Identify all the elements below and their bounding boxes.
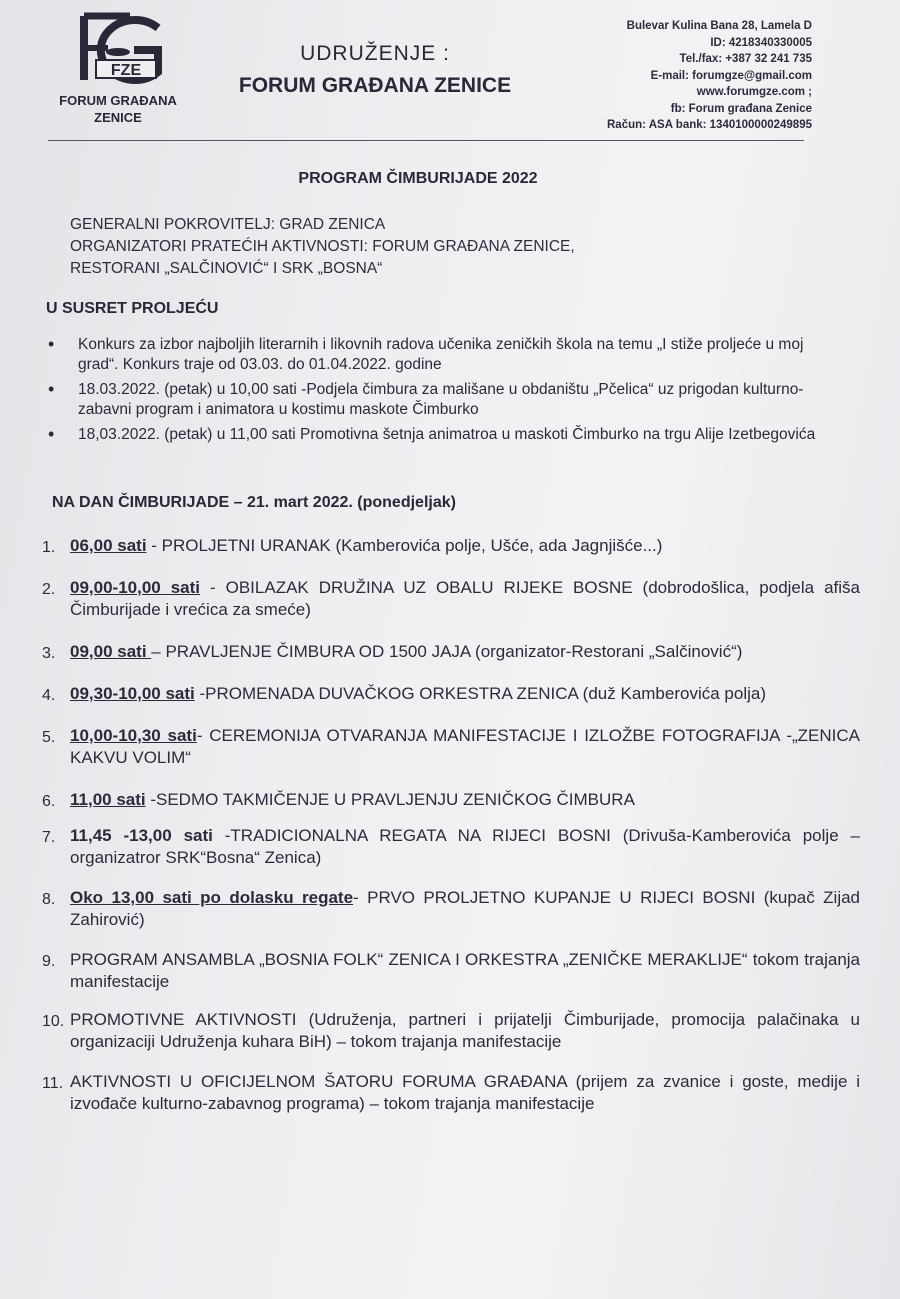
logo: [52, 10, 182, 130]
program-item-time: 10,00-10,30 sati: [70, 726, 197, 745]
logo-mark-icon: [70, 10, 166, 92]
list-item: • Konkurs za izbor najboljih literarnih i likovnih radova učenika zeničkih škola na temu „I stiže proljeće u moj grad“. Konkurs traje od 03.03. do 01.04.2022. godine: [48, 335, 838, 374]
contact-facebook: fb: Forum građana Zenice: [670, 102, 812, 115]
program-item-number: 3.: [42, 645, 56, 662]
program-item-number: 10.: [42, 1013, 65, 1030]
logo-text-line-1: FORUM GRAĐANA: [59, 93, 177, 108]
program-item-text: - PRVO PROLJETNO KUPANJE U RIJECI BOSNI (kupač Zijad Zahirović): [70, 888, 861, 929]
association-label: UDRUŽENJE :: [300, 42, 450, 65]
program-item-number: 7.: [42, 829, 56, 846]
program-item-number: 1.: [42, 539, 56, 556]
program-item: [42, 825, 860, 869]
contact-bank-account: Račun: ASA bank: 1340100000249895: [607, 119, 812, 131]
program-item-number: 2.: [42, 581, 56, 598]
program-item: [42, 641, 860, 663]
program-item-number: 11.: [42, 1075, 64, 1092]
association-name: FORUM GRAĐANA ZENICE: [238, 74, 512, 97]
logo-text-line-2: ZENICE: [94, 110, 142, 125]
program-item: [42, 1009, 860, 1053]
program-item-time: 09,30-10,00 sati: [70, 684, 195, 703]
contact-phone: Tel./fax: +387 32 241 735: [679, 53, 812, 65]
page-title: PROGRAM ČIMBURIJADE 2022: [298, 170, 538, 187]
program-item-text: PROGRAM ANSAMBLA „BOSNIA FOLK“ ZENICA I ORKESTRA „ZENIČKE MERAKLIJE“ tokom trajanja manifestacije: [70, 950, 860, 991]
program-item-time: 06,00 sati: [70, 536, 147, 555]
program-item: [42, 683, 860, 705]
program-item-number: 6.: [42, 793, 56, 810]
program-item-text: - OBILAZAK DRUŽINA UZ OBALU RIJEKE BOSNE (dobrodošlica, podjela afiša Čimburijade i vrećica za smeće): [70, 578, 860, 619]
program-item: [42, 949, 860, 993]
sponsor-line: RESTORANI „SALČINOVIĆ“ I SRK „BOSNA“: [70, 260, 383, 277]
program-item-text: - CEREMONIJA OTVARANJA MANIFESTACIJE I IZLOŽBE FOTOGRAFIJA -„ZENICA KAKVU VOLIM“: [70, 726, 861, 767]
sponsor-line: GENERALNI POKROVITELJ: GRAD ZENICA: [70, 216, 386, 233]
sponsor-line: ORGANIZATORI PRATEĆIH AKTIVNOSTI: FORUM GRAĐANA ZENICE,: [70, 238, 575, 255]
spring-activities-list: [48, 335, 838, 451]
section-heading-event-day: NA DAN ČIMBURIJADE – 21. mart 2022. (ponedjeljak): [52, 494, 456, 511]
contact-block: [607, 18, 812, 134]
program-item-text: -PROMENADA DUVAČKOG ORKESTRA ZENICA (duž Kamberovića polja): [194, 684, 766, 703]
program-item: [42, 577, 860, 621]
program-item-number: 4.: [42, 687, 56, 704]
logo-letters: FZE: [110, 62, 142, 79]
contact-id: ID: 4218340330005: [710, 36, 812, 49]
program-item-number: 5.: [42, 729, 56, 746]
program-list: [42, 535, 860, 1115]
program-item-time: Oko 13,00 sati po dolasku regate: [70, 888, 354, 907]
program-item-text: -TRADICIONALNA REGATA NA RIJECI BOSNI (Drivuša-Kamberovića polje – organizatror SRK“Bosna“ Zenica): [70, 826, 860, 867]
program-item-number: 9.: [42, 953, 56, 970]
program-item-time: 11,00 sati: [70, 790, 146, 809]
program-item: [42, 789, 860, 811]
list-item: • 18,03.2022. (petak) u 11,00 sati Promotivna šetnja animatroa u maskoti Čimburko na trgu Alije Izetbegovića: [48, 425, 838, 445]
contact-address: Bulevar Kulina Bana 28, Lamela D: [626, 20, 812, 32]
program-item: [42, 725, 860, 769]
header-divider: [48, 140, 804, 141]
program-item: [42, 1071, 860, 1115]
program-item-text: - PROLJETNI URANAK (Kamberovića polje, Ušće, ada Jagnjišće...): [146, 536, 663, 555]
program-item: [42, 535, 860, 557]
program-item-time: 09,00 sati: [70, 642, 152, 661]
program-item-text: -SEDMO TAKMIČENJE U PRAVLJENJU ZENIČKOG ČIMBURA: [145, 790, 635, 809]
logo-caption: [52, 92, 184, 126]
program-item-text: PROMOTIVNE AKTIVNOSTI (Udruženja, partneri i prijatelji Čimburijade, promocija palačinaka u organizaciji Udruženja kuhara BiH) – tokom trajanja manifestacije: [70, 1010, 860, 1051]
sponsors-block: [70, 214, 575, 280]
program-item: [42, 887, 860, 931]
program-item-number: 8.: [42, 891, 56, 908]
program-item-text: AKTIVNOSTI U OFICIJELNOM ŠATORU FORUMA GRAĐANA (prijem za zvanice i goste, medije i izvođače kulturno-zabavnog programa) – tokom trajanja manifestacije: [70, 1072, 860, 1113]
contact-email: E-mail: forumgze@gmail.com: [650, 69, 812, 82]
program-item-time: 09,00-10,00 sati: [70, 578, 201, 597]
program-item-time: 11,45 -13,00 sati: [70, 826, 213, 845]
association-heading: [205, 42, 545, 98]
contact-website: www.forumgze.com ;: [696, 86, 812, 98]
list-item: • 18.03.2022. (petak) u 10,00 sati -Podjela čimbura za mališane u obdaništu „Pčelica“ uz prigodan kulturno-zabavni program i animatora u kostimu maskote Čimburko: [48, 380, 838, 419]
section-heading-spring: U SUSRET PROLJEĆU: [46, 300, 219, 317]
program-item-text: – PRAVLJENJE ČIMBURA OD 1500 JAJA (organizator-Restorani „Salčinović“): [151, 642, 743, 661]
